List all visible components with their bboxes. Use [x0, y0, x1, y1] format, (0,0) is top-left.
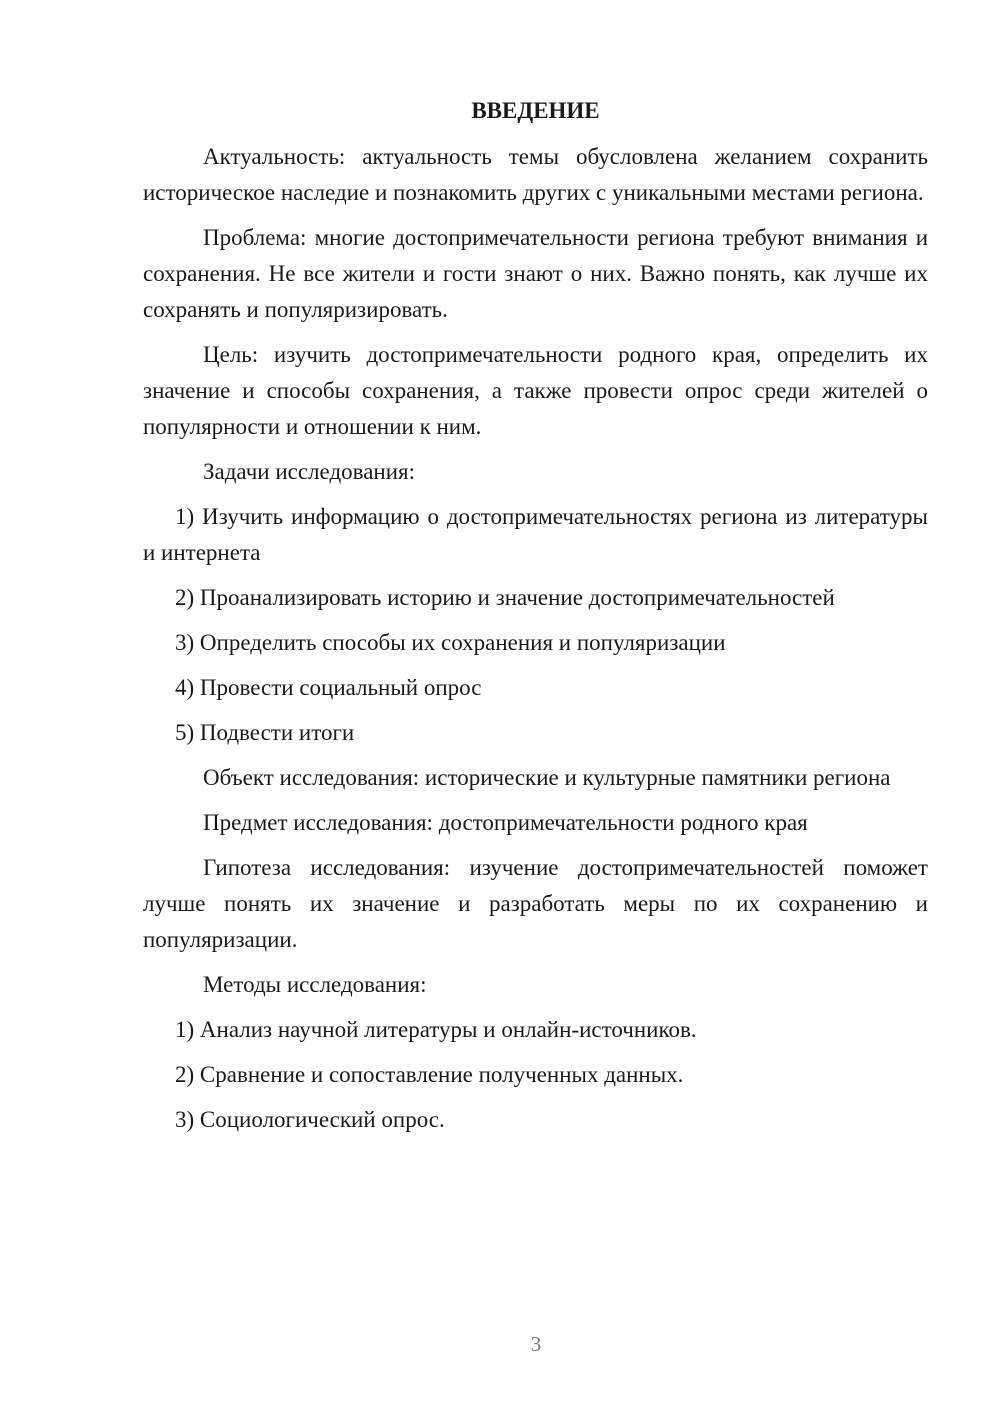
- tasks-heading: Задачи исследования:: [203, 459, 416, 484]
- task-item: 4) Провести социальный опрос: [175, 675, 482, 700]
- method-item: 3) Социологический опрос.: [175, 1107, 445, 1132]
- object-paragraph: Объект исследования: исторические и культурные памятники региона: [203, 765, 891, 790]
- document-body: [143, 95, 928, 1147]
- task-item: 1) Изучить информацию о достопримечательностях региона из литературы и интернета: [143, 504, 928, 565]
- task-item: 2) Проанализировать историю и значение достопримечательностей: [175, 585, 835, 610]
- method-item: 1) Анализ научной литературы и онлайн-источников.: [175, 1017, 697, 1042]
- task-item: 5) Подвести итоги: [175, 720, 355, 745]
- methods-heading: Методы исследования:: [203, 972, 427, 997]
- hypothesis-paragraph: Гипотеза исследования: изучение достопримечательностей поможет лучше понять их значение и разработать меры по их сохранению и популяризации.: [143, 855, 928, 952]
- task-item: 3) Определить способы их сохранения и популяризации: [175, 630, 726, 655]
- goal-paragraph: Цель: изучить достопримечательности родного края, определить их значение и способы сохранения, а также провести опрос среди жителей о популярности и отношении к ним.: [143, 342, 928, 439]
- problem-paragraph: Проблема: многие достопримечательности региона требуют внимания и сохранения. Не все жители и гости знают о них. Важно понять, как лучше их сохранять и популяризировать.: [143, 225, 928, 322]
- document-title: ВВЕДЕНИЕ: [471, 98, 600, 123]
- relevance-paragraph: Актуальность: актуальность темы обусловлена желанием сохранить историческое наследие и познакомить других с уникальными местами региона.: [143, 144, 928, 205]
- method-item: 2) Сравнение и сопоставление полученных данных.: [175, 1062, 684, 1087]
- page-number: 3: [530, 1332, 542, 1356]
- subject-paragraph: Предмет исследования: достопримечательности родного края: [203, 810, 808, 835]
